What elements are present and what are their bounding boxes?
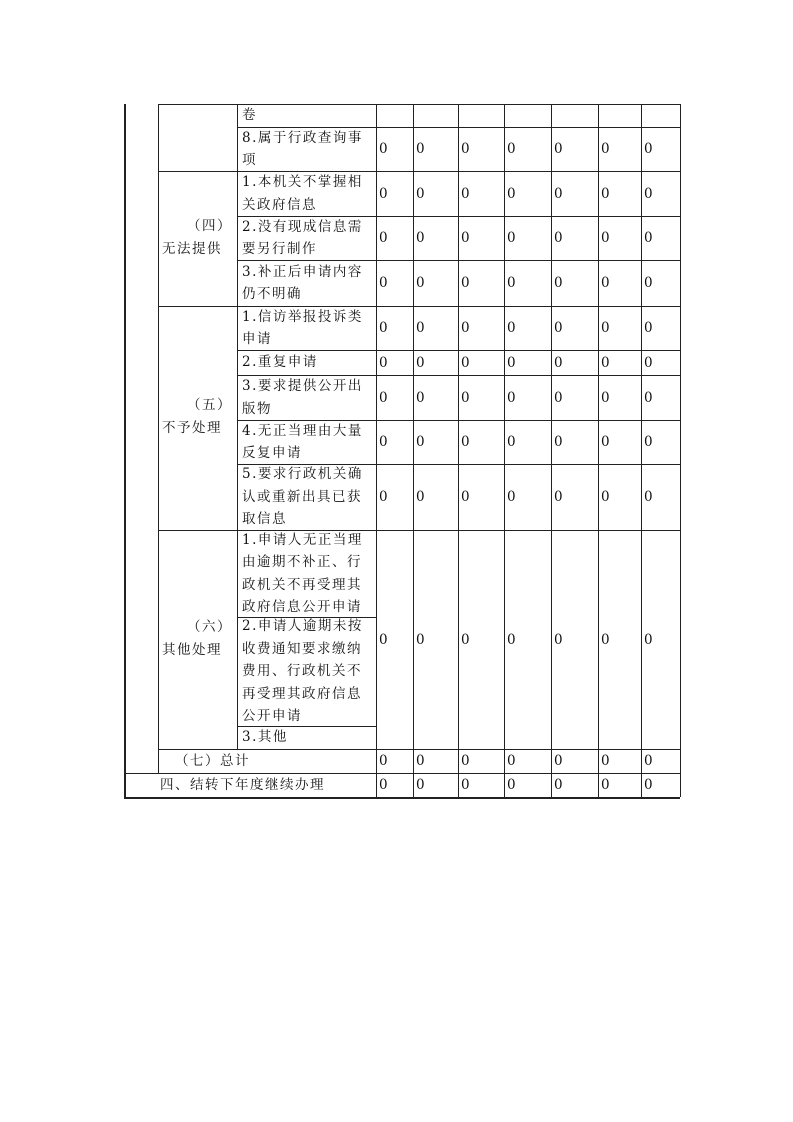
value-cell: 0 bbox=[554, 631, 563, 648]
value-cell: 0 bbox=[416, 185, 425, 202]
group-label-name: 不予处理 bbox=[162, 420, 222, 436]
value-cell: 0 bbox=[379, 631, 388, 648]
value-cell: 0 bbox=[644, 354, 653, 371]
value-cell: 0 bbox=[379, 230, 388, 246]
value-cell: 0 bbox=[461, 230, 470, 246]
value-cell: 0 bbox=[416, 354, 425, 371]
row-item-text: 再受理其政府信息 bbox=[242, 685, 362, 702]
value-cell: 0 bbox=[554, 320, 563, 336]
value-cell: 0 bbox=[644, 320, 653, 336]
row-item-text: 卷 bbox=[242, 107, 257, 124]
value-cell: 0 bbox=[507, 434, 516, 450]
table-rule-vertical bbox=[641, 104, 642, 797]
table-rule-vertical bbox=[376, 104, 377, 797]
value-cell: 0 bbox=[416, 489, 425, 505]
table-rule-horizontal bbox=[158, 530, 680, 531]
row-item-text: 政机关不再受理其 bbox=[242, 576, 362, 593]
row-item-text: 版物 bbox=[242, 400, 272, 417]
value-cell: 0 bbox=[379, 320, 388, 336]
value-cell: 0 bbox=[461, 141, 470, 157]
value-cell: 0 bbox=[461, 777, 470, 793]
row-item-text: 2.没有现成信息需 bbox=[242, 218, 363, 235]
value-cell: 0 bbox=[644, 753, 653, 769]
value-cell: 0 bbox=[644, 777, 653, 793]
table-rule-horizontal bbox=[158, 171, 680, 172]
value-cell: 0 bbox=[601, 230, 610, 246]
value-cell: 0 bbox=[461, 434, 470, 450]
value-cell: 0 bbox=[461, 320, 470, 336]
value-cell: 0 bbox=[507, 753, 516, 769]
row-item-text: 仍不明确 bbox=[242, 286, 302, 302]
value-cell: 0 bbox=[644, 185, 653, 202]
value-cell: 0 bbox=[601, 777, 610, 793]
value-cell: 0 bbox=[379, 141, 388, 157]
value-cell: 0 bbox=[644, 434, 653, 450]
row-item-text: 政府信息公开申请 bbox=[242, 599, 362, 615]
table-rule-horizontal bbox=[124, 797, 680, 799]
value-cell: 0 bbox=[644, 489, 653, 505]
value-cell: 0 bbox=[507, 141, 516, 157]
value-cell: 0 bbox=[416, 320, 425, 336]
row-item-text: 3.补正后申请内容 bbox=[242, 263, 363, 280]
table-rule-vertical bbox=[551, 104, 552, 797]
value-cell: 0 bbox=[416, 389, 425, 406]
row-item-text: 收费通知要求缴纳 bbox=[242, 640, 362, 657]
table-rule-vertical bbox=[237, 104, 238, 749]
value-cell: 0 bbox=[416, 777, 425, 793]
row-item-text: 要另行制作 bbox=[242, 241, 317, 257]
row-item-text: 1.信访举报投诉类 bbox=[242, 308, 363, 325]
value-cell: 0 bbox=[379, 275, 388, 291]
value-cell: 0 bbox=[601, 389, 610, 406]
value-cell: 0 bbox=[461, 489, 470, 505]
value-cell: 0 bbox=[601, 141, 610, 157]
value-cell: 0 bbox=[416, 141, 425, 157]
value-cell: 0 bbox=[507, 230, 516, 246]
value-cell: 0 bbox=[601, 320, 610, 336]
group-label-name: 无法提供 bbox=[162, 240, 222, 257]
row-item-text: 5.要求行政机关确 bbox=[242, 466, 363, 483]
value-cell: 0 bbox=[601, 434, 610, 450]
group-label-number: （六） bbox=[187, 618, 232, 635]
row-item-text: 2.重复申请 bbox=[242, 354, 318, 371]
value-cell: 0 bbox=[461, 389, 470, 406]
value-cell: 0 bbox=[554, 275, 563, 291]
value-cell: 0 bbox=[601, 753, 610, 769]
table-rule-horizontal bbox=[158, 306, 680, 307]
value-cell: 0 bbox=[554, 489, 563, 505]
table-rule-vertical bbox=[504, 104, 505, 797]
value-cell: 0 bbox=[416, 275, 425, 291]
value-cell: 0 bbox=[554, 389, 563, 406]
value-cell: 0 bbox=[554, 141, 563, 157]
value-cell: 0 bbox=[644, 275, 653, 291]
value-cell: 0 bbox=[601, 489, 610, 505]
value-cell: 0 bbox=[461, 354, 470, 371]
value-cell: 0 bbox=[601, 354, 610, 371]
value-cell: 0 bbox=[379, 434, 388, 450]
group-label-name: 其他处理 bbox=[162, 641, 222, 658]
row-item-text: 1.申请人无正当理 bbox=[242, 531, 363, 548]
value-cell: 0 bbox=[507, 185, 516, 202]
group-label-number: （四） bbox=[187, 217, 232, 234]
row-item-text: 2.申请人逾期未按 bbox=[242, 618, 363, 635]
row-item-text: 项 bbox=[242, 152, 257, 168]
row-item-text: 8.属于行政查询事 bbox=[242, 129, 363, 146]
value-cell: 0 bbox=[379, 753, 388, 769]
value-cell: 0 bbox=[601, 275, 610, 291]
table-rule-horizontal bbox=[158, 104, 680, 105]
value-cell: 0 bbox=[379, 489, 388, 505]
table-rule-vertical bbox=[124, 104, 126, 797]
row-item-text: 3.其他 bbox=[242, 729, 288, 746]
value-cell: 0 bbox=[554, 434, 563, 450]
value-cell: 0 bbox=[507, 354, 516, 371]
value-cell: 0 bbox=[461, 631, 470, 648]
value-cell: 0 bbox=[416, 434, 425, 450]
value-cell: 0 bbox=[379, 354, 388, 371]
value-cell: 0 bbox=[601, 185, 610, 202]
value-cell: 0 bbox=[379, 185, 388, 202]
row-item-text: 1.本机关不掌握相 bbox=[242, 174, 363, 190]
value-cell: 0 bbox=[507, 631, 516, 648]
row-item-text: 反复申请 bbox=[242, 445, 302, 461]
value-cell: 0 bbox=[507, 320, 516, 336]
row-item-text: 3.要求提供公开出 bbox=[242, 378, 363, 394]
value-cell: 0 bbox=[644, 389, 653, 406]
row-item-text: 费用、行政机关不 bbox=[242, 663, 362, 680]
value-cell: 0 bbox=[379, 777, 388, 793]
row-item-text: 申请 bbox=[242, 331, 272, 347]
value-cell: 0 bbox=[554, 777, 563, 793]
row-item-text: 4.无正当理由大量 bbox=[242, 422, 363, 439]
row-item-text: 公开申请 bbox=[242, 708, 302, 725]
row-item-text: 认或重新出具已获 bbox=[242, 488, 362, 505]
table-rule-vertical bbox=[413, 104, 414, 797]
carry-over-label: 四、结转下年度继续办理 bbox=[160, 776, 325, 793]
table-rule-vertical bbox=[680, 104, 681, 797]
value-cell: 0 bbox=[416, 230, 425, 246]
value-cell: 0 bbox=[554, 354, 563, 371]
value-cell: 0 bbox=[601, 631, 610, 648]
table-rule-vertical bbox=[458, 104, 459, 797]
value-cell: 0 bbox=[461, 275, 470, 291]
value-cell: 0 bbox=[461, 185, 470, 202]
value-cell: 0 bbox=[644, 230, 653, 246]
row-item-text: 由逾期不补正、行 bbox=[242, 554, 362, 570]
row-item-text: 关政府信息 bbox=[242, 196, 317, 213]
value-cell: 0 bbox=[416, 753, 425, 769]
value-cell: 0 bbox=[507, 389, 516, 406]
value-cell: 0 bbox=[507, 777, 516, 793]
value-cell: 0 bbox=[554, 230, 563, 246]
value-cell: 0 bbox=[507, 275, 516, 291]
value-cell: 0 bbox=[416, 631, 425, 648]
value-cell: 0 bbox=[644, 631, 653, 648]
value-cell: 0 bbox=[554, 185, 563, 202]
total-label: （七）总计 bbox=[175, 752, 250, 769]
row-item-text: 取信息 bbox=[242, 511, 287, 528]
value-cell: 0 bbox=[461, 753, 470, 769]
table-rule-vertical bbox=[158, 104, 159, 773]
value-cell: 0 bbox=[554, 753, 563, 769]
value-cell: 0 bbox=[379, 389, 388, 406]
group-label-number: （五） bbox=[187, 397, 232, 413]
value-cell: 0 bbox=[507, 489, 516, 505]
table-rule-vertical bbox=[598, 104, 599, 797]
value-cell: 0 bbox=[644, 141, 653, 157]
